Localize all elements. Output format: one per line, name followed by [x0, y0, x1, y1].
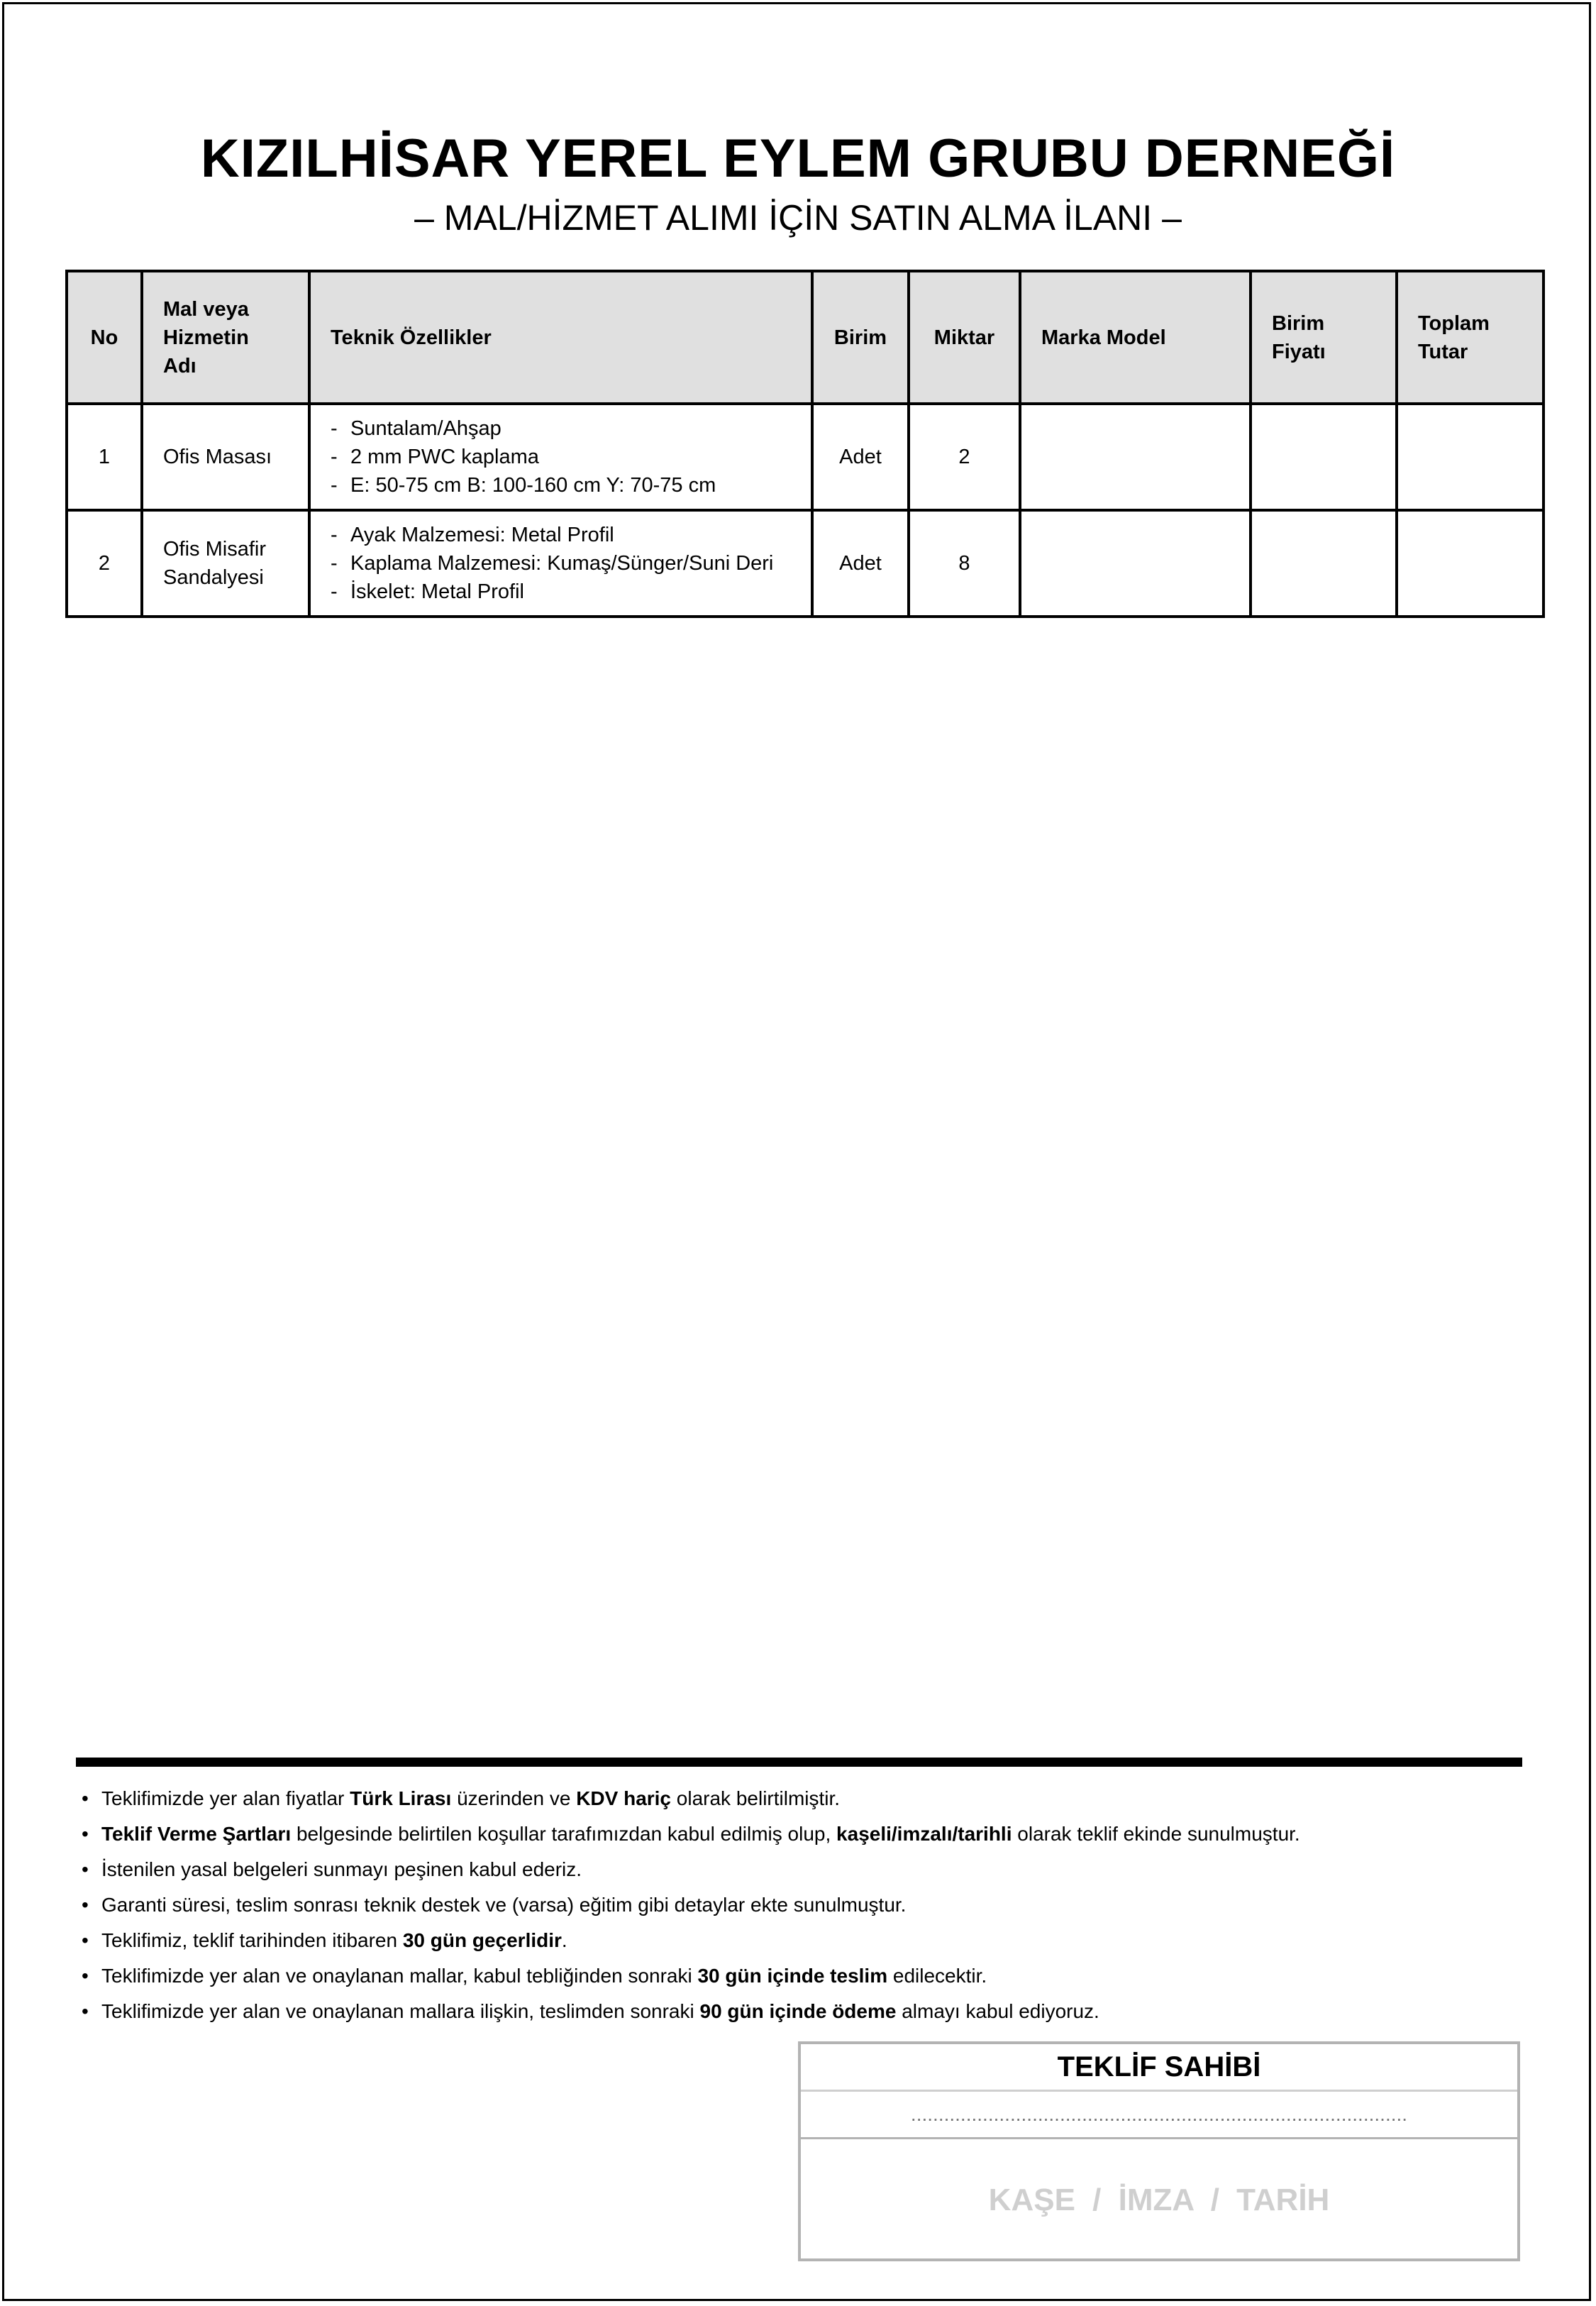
- header-unit: Birim: [812, 271, 909, 404]
- spec-item: - İskelet: Metal Profil: [331, 578, 811, 606]
- document-subtitle: – MAL/HİZMET ALIMI İÇİN SATIN ALMA İLANI –: [414, 198, 1182, 238]
- terms-emphasis: 30 gün geçerlidir: [402, 1929, 562, 1951]
- row-total-cell[interactable]: [1397, 510, 1544, 617]
- terms-text: Teklifimizde yer alan fiyatlar: [101, 1787, 350, 1809]
- table-row: [67, 510, 1544, 617]
- terms-text: Garanti süresi, teslim sonrası teknik destek ve (varsa) eğitim gibi detaylar ekte sunulmuştur.: [101, 1894, 907, 1916]
- offer-owner-box: [798, 2041, 1520, 2261]
- spec-item: - Suntalam/Ahşap: [331, 414, 811, 443]
- row-unit-price-cell[interactable]: [1251, 510, 1397, 617]
- terms-text: edilecektir.: [887, 1965, 987, 1987]
- row-item-name-line2: Sandalyesi: [163, 566, 264, 589]
- row-no: 1: [67, 404, 142, 510]
- header-unit-price-line2: Fiyatı: [1272, 340, 1326, 363]
- header-total-line1: Toplam: [1418, 311, 1490, 335]
- row-quantity: 8: [909, 510, 1020, 617]
- table-header-row: [67, 271, 1544, 404]
- header-item-name-line3: Adı: [163, 354, 196, 377]
- row-specs: [309, 404, 812, 510]
- section-divider: [76, 1758, 1522, 1767]
- terms-text: Teklifimizde yer alan ve onaylanan mallar, kabul tebliğinden sonraki: [101, 1965, 698, 1987]
- terms-item: [82, 1958, 1529, 1994]
- header-total: [1397, 271, 1544, 404]
- row-item-name-line1: Ofis Masası: [163, 446, 272, 468]
- header-specs: Teknik Özellikler: [309, 271, 812, 404]
- row-unit-price-cell[interactable]: [1251, 404, 1397, 510]
- stamp-signature-date-area[interactable]: KAŞE / İMZA / TARİH: [988, 2183, 1330, 2217]
- terms-item: [82, 1887, 1529, 1923]
- row-brand-model-cell[interactable]: [1020, 510, 1251, 617]
- row-quantity: 2: [909, 404, 1020, 510]
- table-row: [67, 404, 1544, 510]
- terms-emphasis: Teklif Verme Şartları: [101, 1823, 292, 1845]
- terms-item: [82, 1816, 1529, 1852]
- row-item-name-line1: Ofis Misafir: [163, 538, 266, 561]
- terms-emphasis: KDV hariç: [576, 1787, 672, 1809]
- terms-text: Teklifimizde yer alan ve onaylanan mallara ilişkin, teslimden sonraki: [101, 2000, 700, 2022]
- header-no: No: [67, 271, 142, 404]
- terms-text: .: [561, 1929, 567, 1951]
- terms-emphasis: 90 gün içinde ödeme: [699, 2000, 897, 2022]
- spec-list: [331, 414, 811, 500]
- header-item-name: [142, 271, 309, 404]
- spec-item: - E: 50-75 cm B: 100-160 cm Y: 70-75 cm: [331, 471, 811, 500]
- terms-text: üzerinden ve: [451, 1787, 577, 1809]
- header-total-line2: Tutar: [1418, 340, 1468, 363]
- items-table: [65, 270, 1545, 618]
- terms-text: İstenilen yasal belgeleri sunmayı peşinen kabul ederiz.: [101, 1858, 582, 1880]
- terms-emphasis: kaşeli/imzalı/tarihli: [836, 1823, 1012, 1845]
- terms-emphasis: Türk Lirası: [350, 1787, 452, 1809]
- terms-text: Teklifimiz, teklif tarihinden itibaren: [101, 1929, 403, 1951]
- terms-item: [82, 1852, 1529, 1887]
- header-unit-price-line1: Birim: [1272, 311, 1325, 335]
- offer-owner-title: TEKLİF SAHİBİ: [801, 2044, 1517, 2092]
- terms-text: almayı kabul ediyoruz.: [896, 2000, 1099, 2022]
- terms-item: [82, 1781, 1529, 1816]
- terms-text: olarak teklif ekinde sunulmuştur.: [1012, 1823, 1300, 1845]
- terms-text: belgesinde belirtilen koşullar tarafımızdan kabul edilmiş olup,: [291, 1823, 837, 1845]
- row-unit: Adet: [812, 404, 909, 510]
- terms-text: olarak belirtilmiştir.: [671, 1787, 841, 1809]
- row-specs: [309, 510, 812, 617]
- header-unit-price: [1251, 271, 1397, 404]
- row-item-name: [142, 404, 309, 510]
- header-quantity: Miktar: [909, 271, 1020, 404]
- header-item-name-line1: Mal veya: [163, 297, 249, 321]
- row-unit: Adet: [812, 510, 909, 617]
- row-brand-model-cell[interactable]: [1020, 404, 1251, 510]
- spec-item: - 2 mm PWC kaplama: [331, 443, 811, 471]
- header-item-name-line2: Hizmetin: [163, 326, 249, 349]
- row-total-cell[interactable]: [1397, 404, 1544, 510]
- row-item-name: [142, 510, 309, 617]
- terms-item: [82, 1994, 1529, 2029]
- header-brand-model: Marka Model: [1020, 271, 1251, 404]
- spec-item: - Kaplama Malzemesi: Kumaş/Sünger/Suni Deri: [331, 549, 811, 578]
- row-no: 2: [67, 510, 142, 617]
- offer-owner-name-line[interactable]: ..........................................................................................: [801, 2092, 1517, 2139]
- spec-list: [331, 521, 811, 606]
- terms-emphasis: 30 gün içinde teslim: [697, 1965, 888, 1987]
- document-title: KIZILHİSAR YEREL EYLEM GRUBU DERNEĞİ: [200, 128, 1396, 189]
- spec-item: - Ayak Malzemesi: Metal Profil: [331, 521, 811, 549]
- terms-list: [82, 1781, 1529, 2029]
- terms-item: [82, 1923, 1529, 1958]
